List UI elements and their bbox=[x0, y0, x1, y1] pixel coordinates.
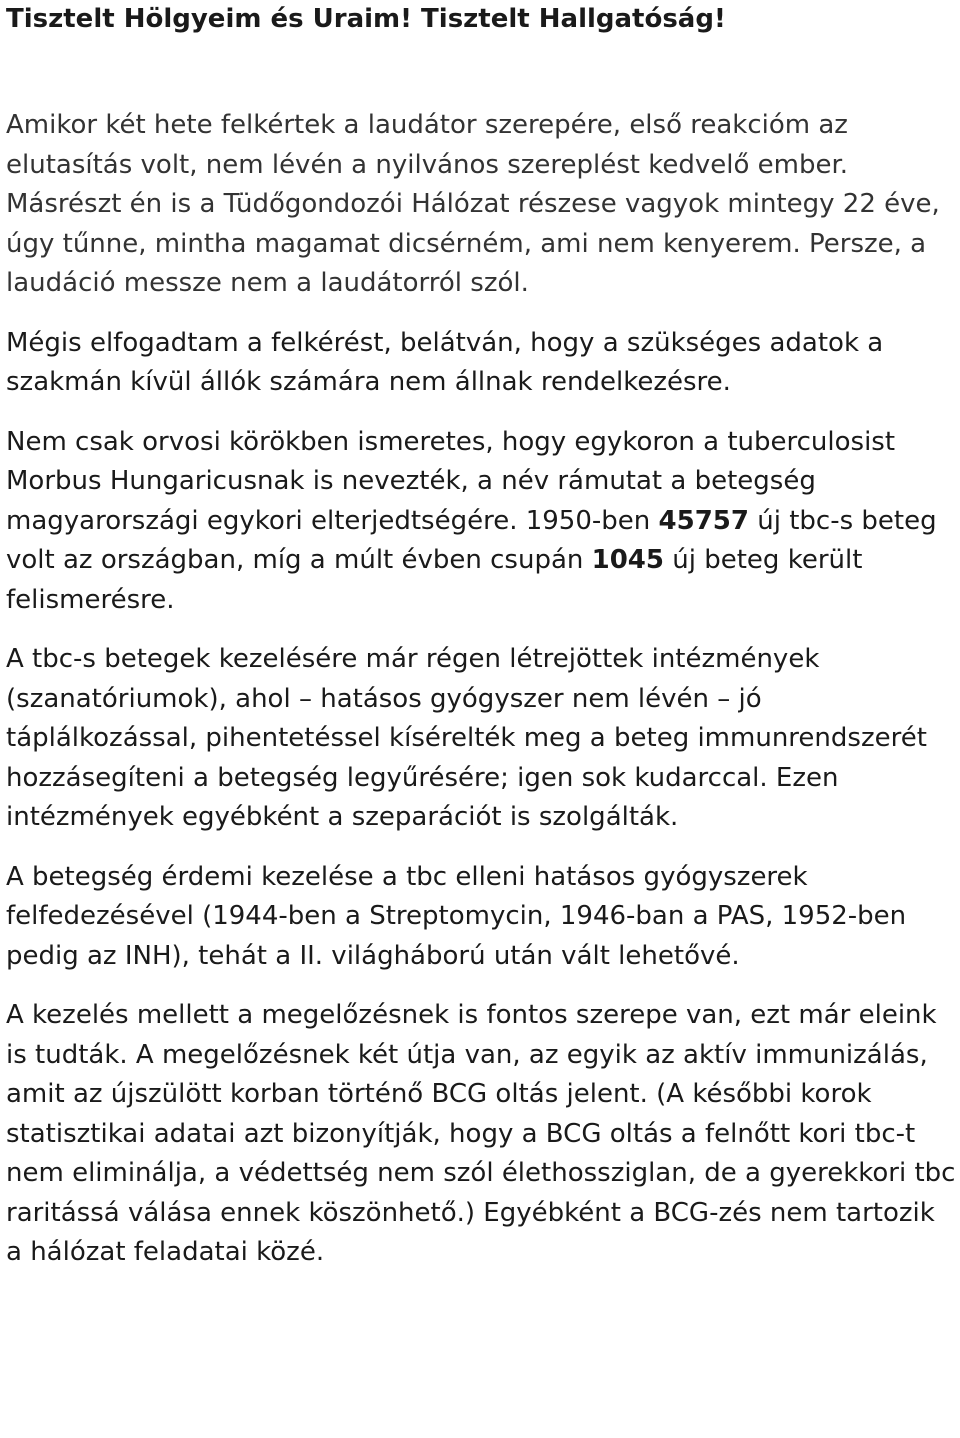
paragraph-laudator-intro: Amikor két hete felkértek a laudátor szerepére, első reakcióm az elutasítás volt, nem lévén a nyilvános szereplést kedvelő ember. Másrészt én is a Tüdőgondozói Hálózat részese vagyok mintegy 22 éve, úgy tűnne, mintha magamat dicsérném, ami nem kenyerem. Persze, a laudáció messze nem a laudátorról szól. bbox=[6, 110, 940, 298]
paragraph-drug-discovery: A betegség érdemi kezelése a tbc elleni hatásos gyógyszerek felfedezésével (1944-ben a Streptomycin, 1946-ban a PAS, 1952-ben pedig az INH), tehát a II. világháború után vált lehetővé. bbox=[6, 861, 907, 971]
paragraph-text: új beteg került felismerésre. bbox=[6, 545, 863, 615]
paragraph-morbus-hungaricus bbox=[6, 423, 956, 621]
new-cases-1950-value: 45757 bbox=[658, 505, 749, 536]
new-cases-last-year-value: 1045 bbox=[591, 545, 664, 575]
paragraph-text: új tbc-s beteg volt az országban, míg a múlt évben csupán bbox=[6, 505, 937, 575]
paragraph-accepting-request: Mégis elfogadtam a felkérést, belátván, hogy a szükséges adatok a szakmán kívül állók számára nem állnak rendelkezésre. bbox=[6, 327, 884, 397]
greeting-heading: Tisztelt Hölgyeim és Uraim! Tisztelt Hallgatóság! bbox=[6, 4, 726, 34]
paragraph-sanatoriums: A tbc-s betegek kezelésére már régen létrejöttek intézmények (szanatóriumok), ahol – hatásos gyógyszer nem lévén – jó táplálkozással, pihentetéssel kísérelték meg a beteg immunrendszerét hozzásegíteni a betegség legyűrésére; igen sok kudarccal. Ezen intézmények egyébként a szeparációt is szolgálták. bbox=[6, 644, 927, 832]
paragraph-text: Nem csak orvosi körökben ismeretes, hogy egykoron a tuberculosist Morbus Hungaricusnak is nevezték, a név rámutat a betegség magyarországi egykori elterjedtségére. 1950-ben bbox=[6, 426, 896, 536]
paragraph-prevention-bcg: A kezelés mellett a megelőzésnek is fontos szerepe van, ezt már eleink is tudták. A megelőzésnek két útja van, az egyik az aktív immunizálás, amit az újszülött korban történő BCG oltás jelent. (A későbbi korok statisztikai adatai azt bizonyítják, hogy a BCG oltás a felnőtt kori tbc-t nem eliminálja, a védettség nem szól élethossziglan, de a gyerekkori tbc raritássá válása ennek köszönhető.) Egyébként a BCG-zés nem tartozik a hálózat feladatai közé. bbox=[6, 1000, 956, 1267]
